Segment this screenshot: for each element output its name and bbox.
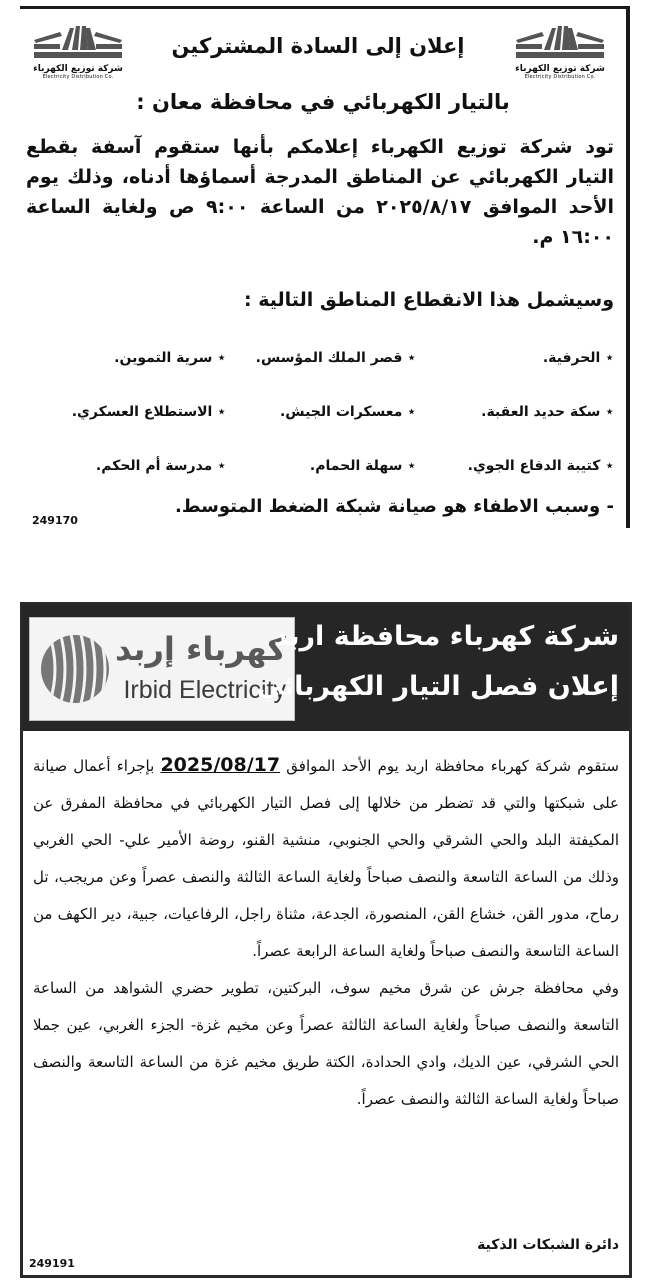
paragraph-mafraq (33, 747, 619, 970)
area-item: ⋆ كتيبة الدفاع الجوي. (467, 458, 614, 474)
logo-english-name: Electricity Distribution Co. (524, 74, 596, 80)
areas-intro: وسيشمل هذا الانقطاع المناطق التالية : (244, 289, 614, 311)
logo-arabic-name: شركة توزيع الكهرباء (33, 64, 123, 74)
banner-subtitle: إعلان فصل التيار الكهربائي (256, 671, 619, 702)
area-item: ⋆ سهلة الحمام. (309, 458, 416, 474)
notice-title: إعلان إلى السادة المشتركين (171, 34, 465, 58)
paragraph-lead: ستقوم شركة كهرباء محافظة اربد يوم الأحد الموافق (280, 757, 619, 775)
top-rule (20, 6, 626, 9)
logo-english-name: Irbid Electricity (123, 676, 286, 704)
outage-date: 2025/08/17 (160, 754, 281, 776)
area-item: ⋆ معسكرات الجيش. (279, 404, 416, 420)
area-item: ⋆ قصر الملك المؤسس. (255, 350, 416, 366)
logo-english-name: Electricity Distribution Co. (42, 74, 114, 80)
irbid-electricity-logo (29, 617, 295, 721)
sunburst-logo-icon (30, 22, 126, 62)
area-item: ⋆ سكة حديد العقبة. (481, 404, 614, 420)
signature-department: دائرة الشبكات الذكية (477, 1237, 619, 1253)
sunburst-logo-icon (512, 22, 608, 62)
ad-reference-number: 249191 (29, 1257, 75, 1270)
maan-outage-notice (20, 6, 630, 528)
notice-body: تود شركة توزيع الكهرباء إعلامكم بأنها ستقوم آسفة بقطع التيار الكهربائي عن المناطق المدرجة أسماؤها أدناه، وذلك يوم الأحد الموافق ٢٠٢٥/٨/١٧ من الساعة ٩:٠٠ ص ولغاية الساعة ١٦:٠٠ م. (26, 136, 614, 248)
notice-body (33, 747, 619, 1118)
banner-title: شركة كهرباء محافظة اربد (273, 621, 619, 652)
area-item: ⋆ مدرسة أم الحكم. (95, 458, 226, 474)
notice-banner (23, 605, 629, 731)
area-item: ⋆ الاستطلاع العسكري. (71, 404, 226, 420)
area-item: ⋆ الحرفية. (542, 350, 614, 366)
outage-reason: - وسبب الاطفاء هو صيانة شبكة الضغط المتوسط. (175, 496, 614, 517)
striped-circle-logo-icon (40, 626, 110, 712)
distribution-company-logo-left (30, 22, 126, 84)
area-item: ⋆ سرية التموين. (114, 350, 226, 366)
notice-subtitle: بالتيار الكهربائي في محافظة معان : (136, 90, 510, 114)
distribution-company-logo-right (512, 22, 608, 84)
paragraph-rest: بإجراء أعمال صيانة على شبكتها والتي قد تضطر من خلالها إلى فصل التيار الكهربائي في محافظة المفرق عن المكيفتة البلد والحي الشرقي والحي الجنوبي، منشية القنو، روضة الأمير علي- الحي الغربي وذلك من الساعة التاسعة والنصف صباحاً ولغاية الساعة الثالثة والنصف عصراً وعن مريجب، تل رماح، مدور القن، خشاع القن، المنصورة، الجدعة، مثناة راجل، الرفاعيات، جبية، دير الكهف من الساعة التاسعة والنصف صباحاً ولغاية الساعة الرابعة عصراً. (33, 757, 619, 960)
logo-arabic-name: شركة توزيع الكهرباء (515, 64, 605, 74)
irbid-outage-notice (20, 602, 632, 1278)
logo-arabic-name: كهرباء إربد (114, 630, 286, 668)
ad-reference-number: 249170 (32, 514, 78, 527)
paragraph-jerash: وفي محافظة جرش عن شرق مخيم سوف، البركتين، تطوير حضري الشواهد من الساعة التاسعة والنصف صباحاً ولغاية الساعة الثالثة عصراً وعن مخيم غزة- الجزء الغربي، عين جملا الحي الشرقي، عين الديك، وادي الحدادة، الكتة طريق مخيم غزة من الساعة التاسعة والنصف صباحاً ولغاية الساعة الثالثة والنصف عصراً. (33, 979, 619, 1108)
